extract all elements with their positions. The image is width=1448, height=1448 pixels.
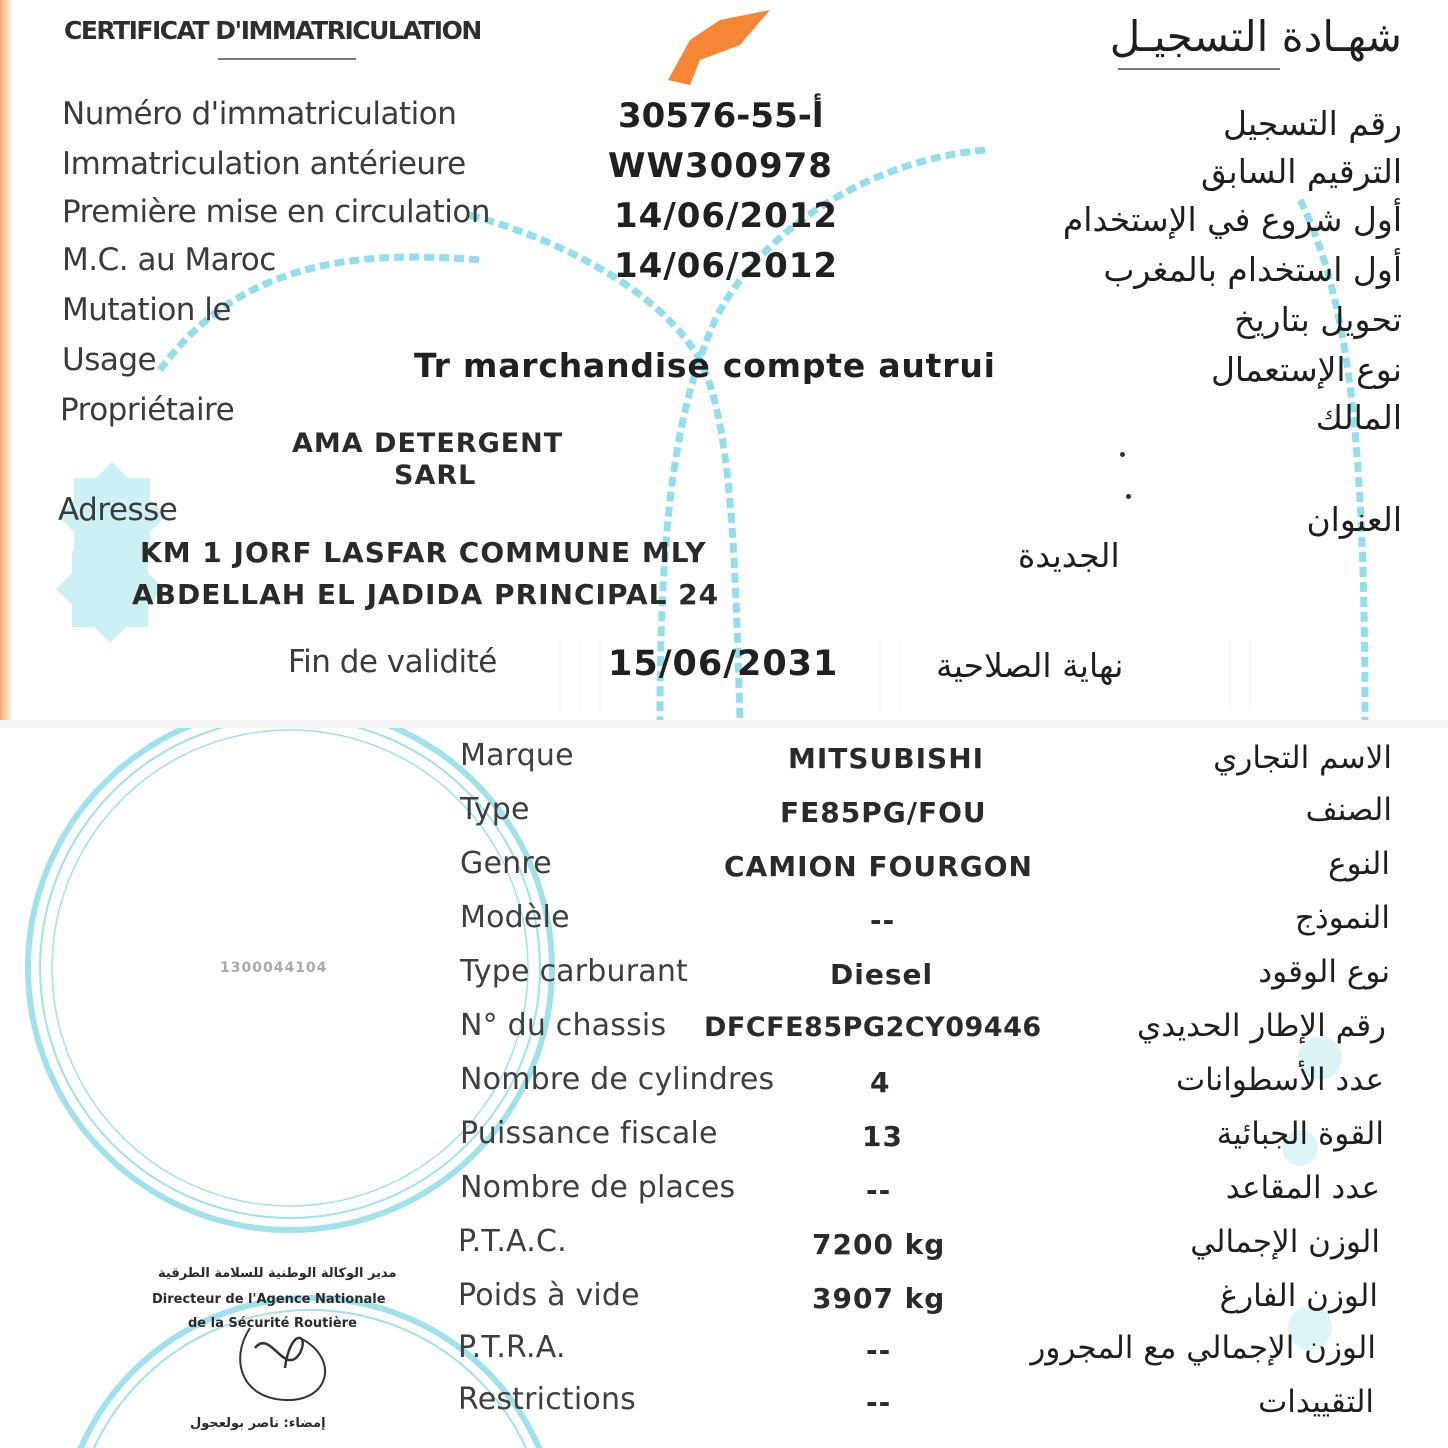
label-seats-ar: عدد المقاعد (1225, 1170, 1380, 1206)
value-seats: -- (866, 1174, 892, 1207)
value-genre: CAMION FOURGON (724, 850, 1033, 883)
label-type: Type (460, 792, 530, 827)
card-separator (0, 720, 1448, 728)
label-fiscal-power-ar: القوة الجبائية (1216, 1116, 1384, 1152)
signature-stroke (240, 1328, 325, 1400)
label-address: Adresse (58, 492, 178, 528)
value-previous-registration: WW300978 (608, 146, 833, 186)
value-fiscal-power: 13 (862, 1120, 903, 1153)
label-empty-weight: Poids à vide (458, 1278, 640, 1313)
value-usage: Tr marchandise compte autrui (414, 346, 996, 385)
owner-name-line2: SARL (394, 460, 477, 491)
label-usage-ar: نوع الإستعمال (1210, 350, 1402, 389)
dot-mark (1126, 494, 1131, 499)
label-seats: Nombre de places (460, 1170, 736, 1205)
title-ar-underline (1118, 68, 1280, 70)
value-circulation-morocco: 14/06/2012 (614, 246, 839, 286)
label-restrictions: Restrictions (458, 1382, 637, 1417)
value-ptra: -- (866, 1334, 892, 1367)
registration-back (0, 728, 1448, 1448)
signature-title-fr-1: Directeur de l'Agence Nationale (152, 1292, 386, 1307)
address-line2: ABDELLAH EL JADIDA PRINCIPAL 24 (132, 578, 720, 611)
label-validity-end: Fin de validité (288, 644, 497, 680)
label-genre-ar: النوع (1328, 846, 1390, 882)
value-empty-weight: 3907 kg (812, 1282, 946, 1315)
value-first-circulation: 14/06/2012 (614, 196, 839, 236)
value-type: FE85PG/FOU (780, 796, 987, 829)
signature-title-fr-2: de la Sécurité Routière (188, 1316, 357, 1331)
label-fiscal-power: Puissance fiscale (460, 1116, 718, 1151)
label-model-ar: النموذج (1294, 900, 1390, 936)
dot-mark (1120, 452, 1125, 457)
label-ptra: P.T.R.A. (458, 1330, 566, 1365)
label-usage: Usage (62, 342, 157, 378)
registration-front (0, 0, 1448, 720)
label-circulation-morocco-ar: أول استخدام بالمغرب (1103, 250, 1402, 289)
label-transfer-date: Mutation le (62, 292, 231, 328)
value-chassis-number: DFCFE85PG2CY09446 (704, 1012, 1042, 1043)
label-type-ar: الصنف (1305, 792, 1392, 828)
label-brand-ar: الاسم التجاري (1213, 740, 1392, 776)
label-fuel-type: Type carburant (460, 954, 689, 989)
label-previous-registration: Immatriculation antérieure (62, 146, 466, 182)
label-brand: Marque (460, 738, 574, 773)
label-chassis-number: N° du chassis (460, 1008, 667, 1043)
label-genre: Genre (460, 846, 552, 881)
label-ptac: P.T.A.C. (458, 1224, 567, 1259)
address-line1: KM 1 JORF LASFAR COMMUNE MLY (140, 536, 707, 569)
label-owner-ar: المالك (1315, 398, 1402, 437)
label-registration-number-ar: رقم التسجيل (1222, 104, 1402, 143)
document-title-fr: CERTIFICAT D'IMMATRICULATION (64, 16, 481, 45)
label-address-ar: العنوان (1306, 500, 1402, 539)
signature-name-ar: إمضاء: ناصر بولعجول (190, 1416, 326, 1431)
document-title-ar: شهـادة التسجيـل (1109, 12, 1402, 61)
label-restrictions-ar: التقييدات (1258, 1384, 1374, 1420)
label-fuel-type-ar: نوع الوقود (1258, 954, 1390, 990)
value-brand: MITSUBISHI (788, 742, 985, 775)
label-validity-end-ar: نهاية الصلاحية (936, 646, 1124, 685)
address-city-ar: الجديدة (1018, 536, 1120, 575)
signature-title-ar: مدير الوكالة الوطنية للسلامة الطرقية (158, 1266, 397, 1281)
label-ptac-ar: الوزن الإجمالي (1190, 1224, 1380, 1260)
label-model: Modèle (460, 900, 570, 935)
label-circulation-morocco: M.C. au Maroc (62, 242, 276, 278)
label-first-circulation-ar: أول شروع في الإستخدام (1062, 200, 1402, 239)
value-model: -- (870, 904, 896, 937)
label-transfer-date-ar: تحويل بتاريخ (1234, 300, 1402, 339)
owner-name-line1: AMA DETERGENT (292, 428, 564, 459)
value-validity-end: 15/06/2031 (608, 644, 839, 684)
label-first-circulation: Première mise en circulation (62, 194, 491, 230)
label-cylinders-ar: عدد الأسطوانات (1175, 1062, 1384, 1098)
label-chassis-number-ar: رقم الإطار الحديدي (1136, 1008, 1386, 1044)
value-fuel-type: Diesel (830, 958, 934, 991)
label-owner: Propriétaire (60, 392, 235, 428)
value-ptac: 7200 kg (812, 1228, 946, 1261)
value-restrictions: -- (866, 1386, 892, 1419)
serial-number: 1300044104 (220, 960, 328, 976)
value-cylinders: 4 (870, 1066, 891, 1099)
label-cylinders: Nombre de cylindres (460, 1062, 775, 1097)
value-registration-number: 30576-أ-55 (618, 96, 824, 136)
label-registration-number: Numéro d'immatriculation (62, 96, 457, 132)
title-underline (218, 58, 356, 60)
label-ptra-ar: الوزن الإجمالي مع المجرور (1030, 1330, 1376, 1366)
label-previous-registration-ar: الترقيم السابق (1201, 152, 1402, 191)
label-empty-weight-ar: الوزن الفارغ (1219, 1278, 1378, 1314)
